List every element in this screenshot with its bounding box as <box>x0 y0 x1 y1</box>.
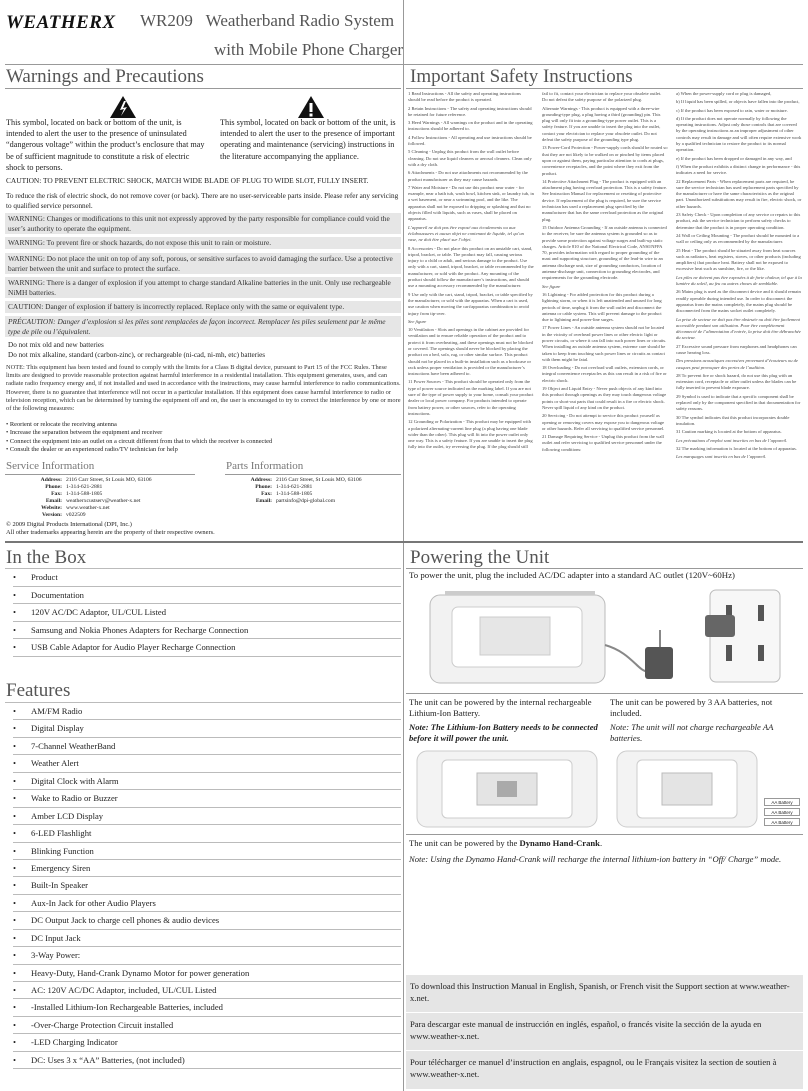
battery-mix-note-2: Do not mix alkaline, standard (carbon-zinc), or rechargeable (ni-cad, ni-mh, etc) batteries <box>8 351 266 359</box>
service-website-link[interactable]: www.weather-x.net <box>66 505 110 512</box>
ac-adapter-illustration <box>420 585 800 690</box>
powering-heading: Powering the Unit <box>410 547 550 568</box>
safety-item: 23 Safety Check - Upon completion of any service or repairs to this product, ask the service technician to perform safety checks to determine that the product is in proper operating condition. <box>676 212 801 230</box>
list-item: • Built-In Speaker <box>13 877 401 894</box>
features-list <box>5 702 401 1069</box>
safety-item: See figure <box>408 318 427 324</box>
brand-logo: WEATHERX <box>6 12 116 33</box>
lithium-battery-illustration <box>412 748 602 830</box>
parts-email-link[interactable]: partsinfo@dpi-global.com <box>276 498 336 505</box>
warning-alkaline: WARNING: There is a danger of explosion if you attempt to charge standard Alkaline batteries in the unit. Only use rechargeable NiMH batteries. <box>5 277 401 298</box>
list-item: • AM/FM Radio <box>13 703 401 720</box>
safety-item: 31 Caution marking is located at the bottom of apparatus. <box>676 429 782 435</box>
safety-item: 30 The symbol indicates that this product incorporates double insulation. <box>676 414 790 426</box>
safety-item: 19 Object and Liquid Entry - Never push objects of any kind into this product through openings as they may touch dangerous voltage points or short-out parts that could result in a fire or electric shock. Never spill liquid of any kind on the product. <box>542 386 667 410</box>
safety-item: 13 Power-Cord Protection - Power-supply cords should be routed so that they are not likely to be walked on or pinched by items placed upon or against them, paying particular attention to cords at plugs, convenience receptacles, and the point where they exit from the product. <box>542 145 668 176</box>
list-item: • Blinking Function <box>13 843 401 860</box>
safety-item: 14 Protective Attachment Plug - The product is equipped with an attachment plug having overload protection. This is a safety feature. See Instruction Manual for replacement or resetting of protective device. If replacement of the plug is required, be sure the service technician has used a replacement plug specified by the manufacturer that has the same overload protection as the original plug. <box>542 178 668 222</box>
warning-surface: WARNING: Do not place the unit on top of any soft, porous, or sensitive surfaces to avoid damaging the surface. Use a protective barrier between the unit and surface to protect the surface. <box>5 253 401 274</box>
safety-item: 24 Wall or Ceiling Mounting - The product should be mounted to a wall or ceiling only as recommended by the manufacturer. <box>676 232 800 245</box>
features-heading: Features <box>6 680 71 701</box>
service-email-link[interactable]: weatherxcustserv@weather-x.net <box>66 498 141 505</box>
safety-item: 28 To prevent fire or shock hazard, do not use this plug with an extension cord, receptacle or other outlet unless the blades can be fully inserted to prevent blade exposure. <box>676 372 797 391</box>
safety-item: 8 Accessories - Do not place this product on an unstable cart, stand, tripod, bracket, or table. The product may fall, causing serious injury to a child or adult, and serious damage to the product. Use only with a cart, stand, tripod, bracket, or table recommended by the manufacturer, or sold with the product. Any mounting of the product should follow the manufacturer’s instructions, and should use a mounting accessory recommended by the manufacturer. <box>408 245 534 289</box>
safety-item: 18 Overloading - Do not overload wall outlets, extension cords, or integral convenience receptacles as this can result in a risk of fire or electric shock. <box>542 365 667 383</box>
safety-item: 17 Power Lines - An outside antenna system should not be located in the vicinity of overhead power lines or other electric light or power circuits, or where it can fall into such power lines or circuits. When installing an outside antenna system, extreme care should be taken to keep from touching such power lines or circuits as contact with them might be fatal. <box>542 325 667 362</box>
safety-item: 9 Use only with the cart, stand, tripod, bracket, or table specified by the manufacturer, or sold with the apparatus. When a cart is used, use caution when moving the cart/apparatus combination to avoid injury from tip-over. <box>408 291 533 316</box>
battery-label: AA Battery <box>764 818 800 826</box>
list-item: • Documentation <box>13 587 401 605</box>
safety-item: d) If the product does not operate normally by following the operating instructions. Adjust only those controls that are covered by the operating instructions as an improper adjustment of other controls may result in damage and will often require extensive work by a qualified technician to restore the product to its normal operation. <box>676 115 802 153</box>
powering-rule <box>406 568 803 569</box>
list-item: • Amber LCD Display <box>13 808 401 825</box>
aa-battery-note: Note: The unit will not charge rechargeable AA batteries. <box>610 722 774 743</box>
list-item: • Product <box>13 569 401 587</box>
trademarks: All other trademarks appearing herein are the property of their respective owners. <box>6 529 215 536</box>
lightning-warning-icon <box>109 95 137 119</box>
copyright: © 2009 Digital Products International (DPI, Inc.) <box>6 521 132 528</box>
list-item: • Weather Alert <box>13 755 401 772</box>
model-number: WR209 <box>140 11 193 30</box>
list-item: • 3-Way Power: <box>13 947 401 964</box>
safety-item: Alternate Warnings - This product is equipped with a three-wire grounding-type plug, a plug having a third (grounding) pin. This plug will only fit into a grounding-type power outlet. This is a safety feature. If you are unable to insert the plug into the outlet, contact your electrician to replace your obsolete outlet. Do not defeat the safety purpose of the grounding type plug. <box>542 105 661 143</box>
dynamo-text: The unit can be powered by the Dynamo Hand-Crank. <box>409 838 603 848</box>
safety-item: La prise de secteur ne doit pas être obstruée ou doit être facilement accessible pendant son utilisation. Pour être complètement déconnecté de l’alimentation d’entrée, la prise doit être débranchée du secteur. <box>676 316 801 341</box>
symbol1-text: This symbol, located on back or bottom of the unit, is intended to alert the user to the presence of uninsulated “dangerous voltage” within the product’s enclosure that may be of sufficient magnitude to constitute a risk of electric shock to persons. <box>6 118 205 172</box>
symbol2-text: This symbol, located on back or bottom of the unit, is intended to alert the user to the presence of important operating and maintenance (servicing) instructions in the literature accompanying the appliance. <box>220 118 396 161</box>
list-item: • -Installed Lithium-Ion Rechargeable Batteries, included <box>13 999 401 1016</box>
safety-item: Les piles ne doivent pas être exposées à de forte chaleur, tel que à la lumière du soleil, au feu ou autres choses de semblable. <box>676 274 802 287</box>
safety-item: Les marquages sont inscrits en bas de l’appareil. <box>676 454 767 460</box>
powering-rule-2 <box>406 693 803 694</box>
download-spanish: Para descargar este manual de instrucción en inglés, español, o francés visite la sección de la ayuda en www.weather-x.net. <box>406 1013 803 1050</box>
list-item: • -Over-Charge Protection Circuit installed <box>13 1017 401 1034</box>
safety-item: 22 Replacement Parts - When replacement parts are required, be sure the service technician has used replacement parts specified by the manufacturer or have the same characteristics as the original part. Unauthorized substitutions may result in fire, electric shock, or other hazards. <box>676 178 802 209</box>
title-text: Weatherband Radio System <box>205 11 395 30</box>
safety-item: e) If the product has been dropped or damaged in any way, and <box>676 155 792 161</box>
list-item: • USB Cable Adaptor for Audio Player Recharge Connection <box>13 639 401 657</box>
caution-battery: CAUTION: Danger of explosion if battery is incorrectly replaced. Replace only with the same or equivalent type. <box>5 301 401 313</box>
fcc-measures-list <box>6 421 402 454</box>
safety-rule <box>406 88 803 89</box>
warning-fire-shock: WARNING: To prevent fire or shock hazards, do not expose this unit to rain or moisture. <box>5 237 401 249</box>
safety-item: 26 Mains plug is used as the disconnect device and it should remain readily operable during intended use. In order to disconnect the apparatus from the mains completely, the mains plug should be disconnected from the mains socket outlet completely. <box>676 289 801 314</box>
safety-item: f) When the product exhibits a distinct change in performance - this indicates a need for service. <box>676 163 801 176</box>
safety-item: Les précautions d’emploi sont inscrites en bas de l’appareil. <box>676 437 788 443</box>
safety-item: See figure <box>542 283 561 289</box>
list-item: • DC: Uses 3 x “AA” Batteries, (not included) <box>13 1052 401 1069</box>
warning-modifications: WARNING: Changes or modifications to this unit not expressly approved by the party responsible for compliance could void the user’s authority to operate the equipment. <box>5 213 401 234</box>
service-rule <box>5 474 195 475</box>
safety-item: a) When the power-supply cord or plug is damaged, <box>676 91 772 96</box>
fcc-notice: NOTE: This equipment has been tested and found to comply with the limits for a Class B digital device, pursuant to Part 15 of the FCC Rules. These limits are designed to provide reasonable protection against harmful interference in a residential installation. This equipment generates, uses, and can radiate radio frequency energy and, if not installed and used in accordance with the instructions, may cause harmful interference to radio communications. However, there is no guarantee that interference will not occur in a particular installation. If this equipment does cause harmful interference to radio or television reception, which can be determined by turning the equipment off and on, the user is encouraged to try to correct the interference by one or more of the following measures: <box>6 364 401 413</box>
list-item: • Consult the dealer or an experienced radio/TV technician for help <box>6 445 178 453</box>
service-info: Address: 2116 Carr Street, St Louis MO, 63106 Phone: 1-314-621-2881 Fax: 1-314-588-1805 Email: weatherxcustserv@weather-x.net Website: www.weather-x.net Version: v022509 <box>40 477 152 519</box>
parts-heading: Parts Information <box>226 460 304 472</box>
list-item: • Wake to Radio or Buzzer <box>13 790 401 807</box>
list-item: • Connect the equipment into an outlet on a circuit different from that to which the receiver is connected <box>6 437 273 445</box>
list-item: • Aux-In Jack for other Audio Players <box>13 895 401 912</box>
safety-item: 3 Heed Warnings - All warnings on the product and in the operating instructions should be adhered to. <box>408 120 533 132</box>
safety-item: 27 Excessive sound pressure from earphones and headphones can cause hearing loss. <box>676 343 797 355</box>
mid-rule <box>5 541 803 543</box>
dynamo-note: Note: Using the Dynamo Hand-Crank will recharge the internal lithium-ion battery in “Off/ Charge” mode. <box>409 854 782 864</box>
download-english: To download this Instruction Manual in English, Spanish, or French visit the Support section at www.weather-x.net. <box>406 975 803 1012</box>
safety-item: 21 Damage Requiring Service - Unplug this product from the wall outlet and refer servicing to qualified service personnel under the following conditions: <box>542 434 664 452</box>
list-item: • Samsung and Nokia Phones Adapters for Recharge Connection <box>13 622 401 640</box>
list-item: • Reorient or relocate the receiving antenna <box>6 421 117 428</box>
safety-item: L’appareil ne doit pas être exposé aux écoulements ou aux éclaboussures et aucun objet ne contenant de liquide, tel qu’un vase, ne doit être placé sur l’objet. <box>408 224 524 243</box>
safety-item: 29 Symbol is used to indicate that a specific component shall be replaced only by the component specified in that documentation for safety reasons. <box>676 393 801 412</box>
safety-item: 5 Cleaning - Unplug this product from the wall outlet before cleaning. Do not use liquid cleaners or aerosol cleaners. Clean only with a dry cloth. <box>408 149 532 167</box>
list-item: • DC Input Jack <box>13 930 401 947</box>
safety-item: 4 Follow Instructions - All operating and use instructions should be followed. <box>408 134 532 147</box>
safety-item: Des pressions acoustiques excessives provenant d’écouteurs ou de casques peut provoquer des pertes de l’audition. <box>676 358 799 370</box>
list-item: • 120V AC/DC Adaptor, UL/CUL Listed <box>13 604 401 622</box>
lithium-battery-text: The unit can be powered by the internal rechargeable Lithium-Ion Battery. <box>409 697 592 718</box>
list-item: • 6-LED Flashlight <box>13 825 401 842</box>
inbox-list <box>5 568 401 657</box>
list-item: • -LED Charging Indicator <box>13 1034 401 1051</box>
safety-item: 11 Power Sources - This product should be operated only from the type of power source indicated on the marking label. If you are not sure of the type of power supply to your home, consult your product dealer or local power company. For products intended to operate from battery power, or other sources, refer to the operating instructions. <box>408 379 534 416</box>
battery-label: AA Battery <box>764 808 800 816</box>
aa-battery-text: The unit can be powered by 3 AA batteries, not included. <box>610 697 773 718</box>
safety-item: 16 Lightning - For added protection for this product during a lightning storm, or when it is left unattended and unused for long periods of time, unplug it from the wall outlet and disconnect the antenna or cable system. This will prevent damage to the product due to lightning and power-line surges. <box>542 291 662 323</box>
warnings-rule <box>5 88 401 89</box>
safety-item: 20 Servicing - Do not attempt to service this product yourself as opening or removing covers may expose you to dangerous voltage or other hazards. Refer all servicing to qualified service personnel. <box>542 413 665 431</box>
lithium-battery-note: Note: The Lithium-Ion Battery needs to be connected before it will power the unit. <box>409 722 598 743</box>
powering-intro: To power the unit, plug the included AC/DC adapter into a standard AC outlet (120V~60Hz) <box>409 570 735 580</box>
list-item: • 7-Channel WeatherBand <box>13 738 401 755</box>
battery-mix-note-1: Do not mix old and new batteries <box>8 341 104 349</box>
safety-heading: Important Safety Instructions <box>410 66 633 87</box>
page-title-line2: with Mobile Phone Charger <box>214 40 404 59</box>
battery-label: AA Battery <box>764 798 800 806</box>
battery-labels <box>764 798 800 826</box>
list-item: • DC Output Jack to charge cell phones & audio devices <box>13 912 401 929</box>
safety-instructions-list <box>408 91 802 539</box>
parts-rule <box>225 474 401 475</box>
safety-item: b) If liquid has been spilled, or objects have fallen into the product, <box>676 99 800 105</box>
safety-item: 7 Water and Moisture - Do not use this product near water - for example, near a bath tub, wash bowl, kitchen sink, or laundry tub, in a wet basement, or near a swimming pool, and the like. The apparatus shall not be exposed to dripping or splashing and that no objects filled with liquids, such as vases, shall be placed on apparatus. <box>408 184 534 222</box>
page-title-line1 <box>140 11 394 31</box>
service-heading: Service Information <box>6 460 95 472</box>
safety-item: 10 Ventilation - Slots and openings in the cabinet are provided for ventilation and to ensure reliable operation of the product and to protect it from overheating, and these openings must not be blocked or covered. The openings should never be blocked by placing the product on a bed, sofa, rug, or other similar surface. This product should not be placed in a built-in installation such as a bookcase or rack unless proper ventilation is provided or the manufacturer’s instructions have been adhered to. <box>408 327 533 377</box>
caution-plug: CAUTION: TO PREVENT ELECTRIC SHOCK, MATCH WIDE BLADE OF PLUG TO WIDE SLOT, FULLY INSERT. <box>6 176 369 185</box>
column-divider <box>403 0 404 1091</box>
download-french: Pour télécharger ce manuel d’instruction en anglais, espagnol, ou le Français visitez la section de soutien à www.weather-x.net. <box>406 1051 803 1089</box>
precaution-french: PRÉCAUTION: Danger d’explosion si les piles sont remplacées de façon incorrect. Remplacer les piles seulement par le même type de pile ou l’équivalent. <box>5 316 401 337</box>
safety-item: 2 Retain Instructions - The safety and operating instructions should be retained for future reference. <box>408 105 532 117</box>
list-item: • Increase the separation between the equipment and receiver <box>6 429 163 437</box>
safety-item: 1 Read Instructions - All the safety and operating instructions should be read before the product is operated. <box>408 91 521 103</box>
safety-item: c) If the product has been exposed to rain, water or moisture. <box>676 107 788 113</box>
parts-info: Address: 2116 Carr Street, St Louis MO, 63106 Phone: 1-314-621-2881 Fax: 1-314-588-1805 Email: partsinfo@dpi-global.com <box>250 477 362 505</box>
exclamation-warning-icon <box>297 95 325 119</box>
safety-item: 6 Attachments - Do not use attachments not recommended by the product manufacturer as they may cause hazards. <box>408 170 528 182</box>
list-item: • AC: 120V AC/DC Adaptor, included, UL/CUL Listed <box>13 982 401 999</box>
list-item: • Heavy-Duty, Hand-Crank Dynamo Motor for power generation <box>13 965 401 982</box>
safety-item: 32 The marking information is located at the bottom of apparatus. <box>676 445 797 451</box>
powering-rule-3 <box>406 834 803 835</box>
header-rule <box>5 64 803 65</box>
safety-item: 25 Heat - The product should be situated away from heat sources such as radiators, heat registers, stoves, or other products (including amplifiers) that produce heat. Battery shall not be exposed to excessive heat such as sunshine, fire, or the like. <box>676 247 801 272</box>
safety-item: 12 Grounding or Polarization - This product may be equipped with a polarized alternating-current line plug (a plug having one blade wider than the other). This plug will fit into the power outlet only one way. This is a safety feature. If you are unable to insert the plug fully into the outlet, try reversing the plug. If the plug should still fail to fit, contact your electrician to replace your obsolete outlet. Do not defeat the safety purpose of the polarized plug. <box>408 91 662 450</box>
warnings-heading: Warnings and Precautions <box>6 66 204 87</box>
list-item: • Digital Display <box>13 720 401 737</box>
reduce-risk-text: To reduce the risk of electric shock, do not remove cover (or back). There are no user-serviceable parts inside. Please refer any servicing to qualified service personnel. <box>6 192 399 210</box>
safety-item: 15 Outdoor Antenna Grounding - If an outside antenna is connected to the receiver, be sure the antenna system is grounded so as to provide some protection against voltage surges and built-up static charges. Article 810 of the National Electrical Code, ANSI/NFPA 70, provides information with regard to proper grounding of the mast and supporting structure, grounding of the lead-in wire to an antenna discharge unit, size of grounding conductors, location of antenna-discharge unit, connection to grounding electrodes, and requirements for the grounding electrode. <box>542 224 667 281</box>
list-item: • Digital Clock with Alarm <box>13 773 401 790</box>
inbox-heading: In the Box <box>6 547 87 568</box>
list-item: • Emergency Siren <box>13 860 401 877</box>
